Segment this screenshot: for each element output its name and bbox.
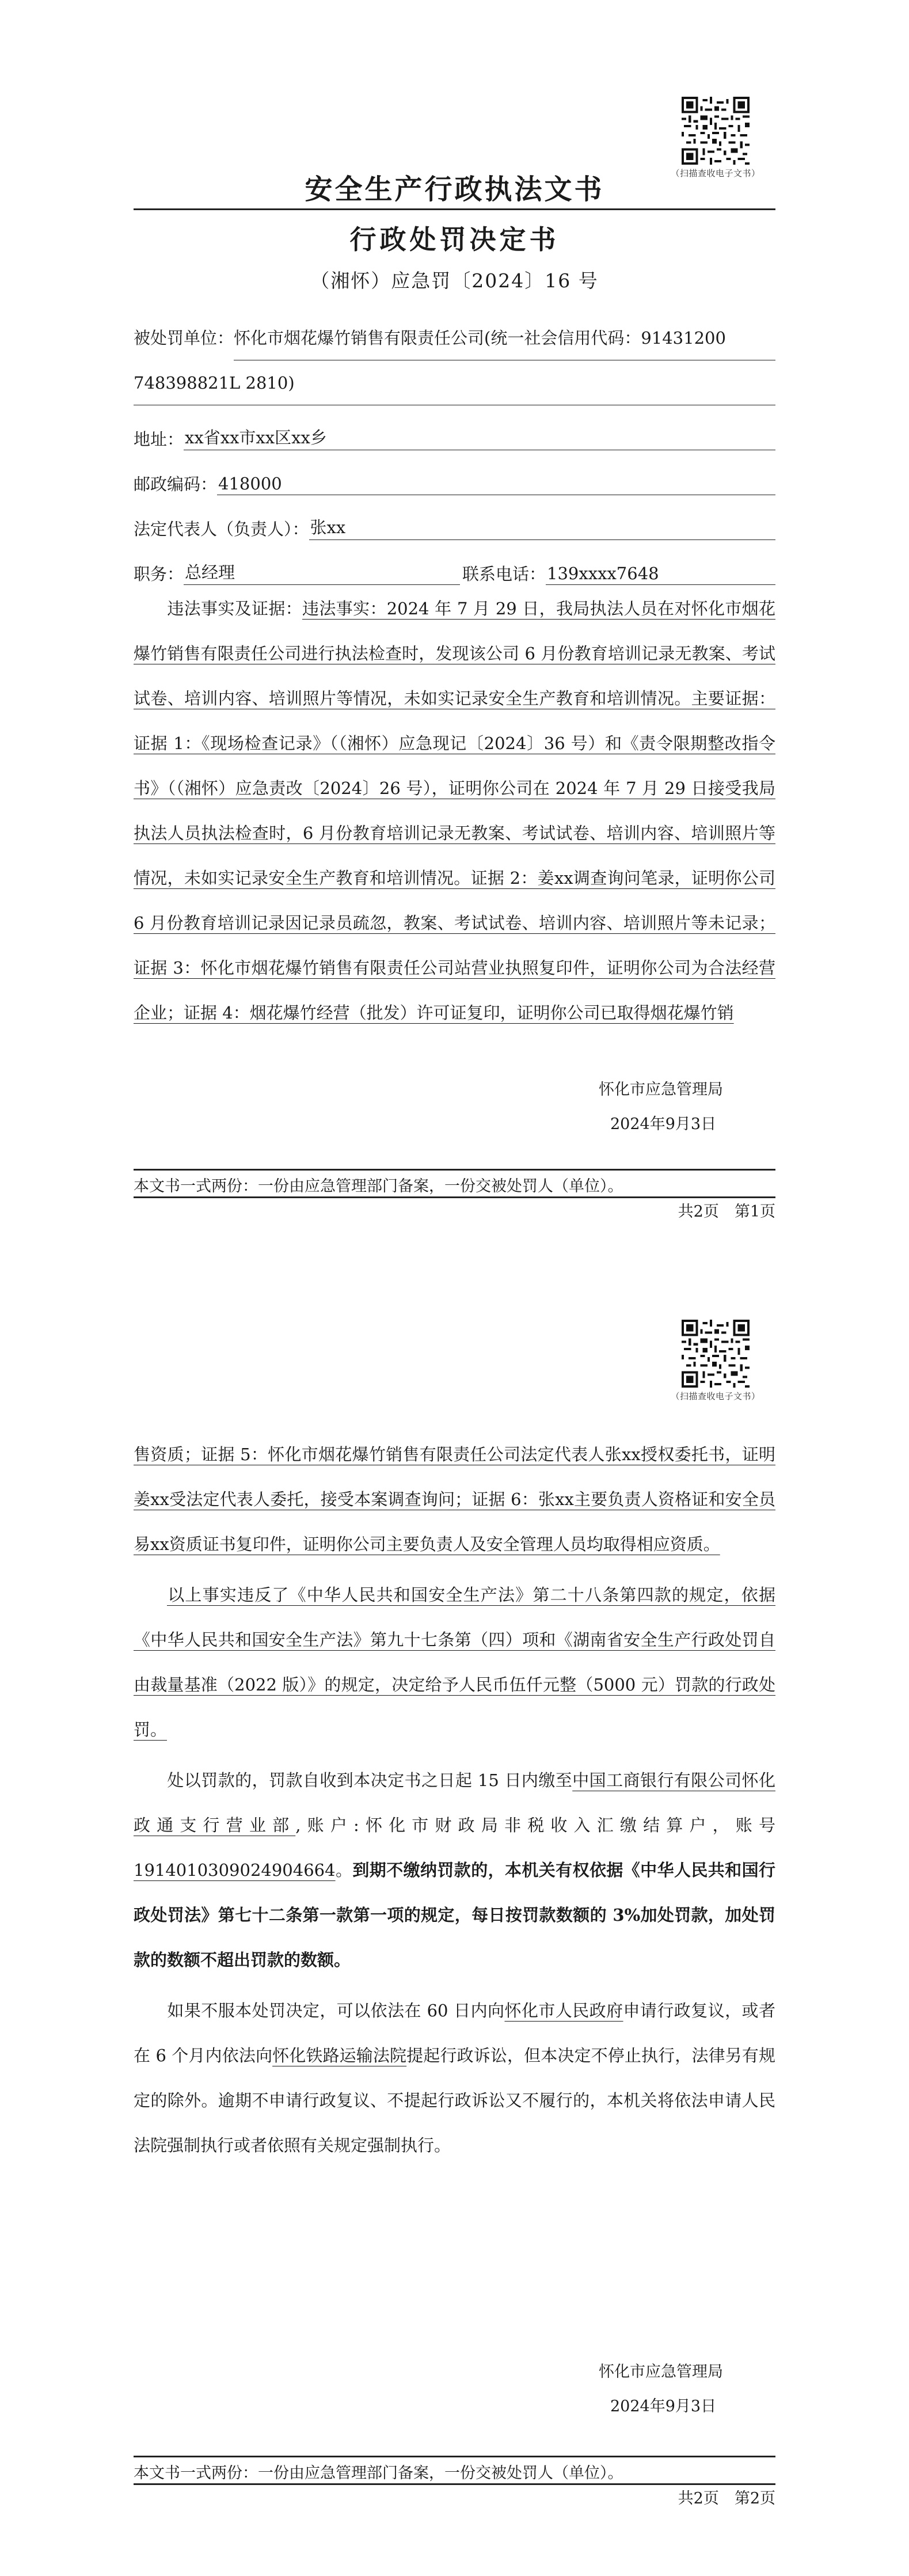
decision-text: 以上事实违反了《中华人民共和国安全生产法》第二十八条第四款的规定，依据《中华人民共和国安全生产法》第九十七条第（四）项和《湖南省安全生产行政处罚自由裁量基准（2022 版）》的规定，决定给予人民币伍仟元整（5000 元）罚款的行政处罚。 [134, 1585, 775, 1739]
page-number: 共2页 第1页 [678, 1203, 775, 1221]
payment-text-c: 。 [335, 1860, 353, 1880]
issue-date: 2024年9月3日 [610, 2398, 717, 2415]
payment-text-b: ,账户:怀化市财政局非税收入汇缴结算户，账号 [295, 1815, 775, 1835]
qr-block [661, 1320, 770, 1402]
late-payment-penalty: 到期不缴纳罚款的，本机关有权依据《中华人民共和国行政处罚法》第七十二条第一款第一项的规定，每日按罚款数额的 3%加处罚款，加处罚款的数额不超出罚款的数额。 [134, 1860, 775, 1970]
violation-facts-label: 违法事实及证据： [167, 599, 303, 618]
qr-code-icon[interactable] [682, 97, 750, 165]
footer-divider-top [134, 1169, 775, 1171]
penalized-unit-label: 被处罚单位： [134, 328, 234, 348]
legal-rep-value: 张xx [309, 515, 775, 540]
document-category-title: 安全生产行政执法文书 [305, 173, 604, 206]
signature-block-page-1 [599, 1077, 771, 1134]
penalized-unit-field [134, 316, 775, 405]
review-text-c: 提起行政诉讼，但本决定不停止执行，法律另有规定的除外。逾期不申请行政复议、不提起行政诉讼又不履行的，本机关将依法申请人民法院强制执行或者依照有关规定强制执行。 [134, 2046, 775, 2155]
decision-paragraph [134, 1572, 775, 1752]
footer-note: 本文书一式两份：一份由应急管理部门备案，一份交被处罚人（单位）。 [134, 2464, 623, 2482]
phone-value: 139xxxx7648 [546, 564, 775, 585]
penalized-unit-value-line2: 748398821L 2810) [134, 360, 775, 405]
review-paragraph [134, 1988, 775, 2168]
review-government: 怀化市人民政府 [504, 2001, 623, 2020]
page-number: 共2页 第2页 [678, 2490, 775, 2507]
position-phone-field [134, 540, 775, 585]
footer-divider-bottom [134, 1196, 775, 1198]
position-label: 职务： [134, 564, 184, 584]
address-field [134, 405, 775, 450]
qr-caption: （扫描查收电子文书） [671, 168, 760, 178]
address-value: xx省xx市xx区xx乡 [184, 425, 775, 450]
payment-text-a: 处以罚款的，罚款自收到本决定书之日起 15 日内缴至 [167, 1770, 573, 1790]
legal-rep-label: 法定代表人（负责人）： [134, 519, 309, 539]
issuing-authority: 怀化市应急管理局 [599, 1081, 723, 1099]
postcode-label: 邮政编码： [134, 474, 218, 494]
page-1-content [134, 316, 775, 1035]
footer-note: 本文书一式两份：一份由应急管理部门备案，一份交被处罚人（单位）。 [134, 1177, 623, 1195]
payment-account: 1914010309024904664 [134, 1860, 336, 1880]
qr-caption: （扫描查收电子文书） [671, 1391, 760, 1401]
issue-date: 2024年9月3日 [610, 1115, 717, 1133]
footer-divider-bottom [134, 2483, 775, 2485]
header-divider [134, 208, 775, 210]
payment-bank: 中国工商银行有限公司怀化政通支行营业部 [134, 1770, 775, 1835]
violation-facts-continued [134, 1432, 775, 1567]
violation-facts-continued-text: 售资质；证据 5：怀化市烟花爆竹销售有限责任公司法定代表人张xx授权委托书，证明姜xx受法定代表人委托，接受本案调查询问；证据 6：张xx主要负责人资格证和安全员易xx资质证书复印件，证明你公司主要负责人及安全管理人员均取得相应资质。 [134, 1445, 775, 1554]
document-title: 行政处罚决定书 [349, 224, 560, 255]
position-value: 总经理 [184, 560, 460, 585]
address-label: 地址： [134, 430, 184, 449]
review-court: 怀化铁路运输法院 [272, 2046, 407, 2065]
document-number: （湘怀）应急罚〔2024〕16 号 [310, 269, 599, 292]
qr-code-icon[interactable] [682, 1320, 750, 1388]
footer-divider-top [134, 2456, 775, 2457]
signature-block-page-2 [599, 2359, 771, 2416]
page-2 [0, 1288, 909, 2576]
postcode-field [134, 450, 775, 495]
issuing-authority: 怀化市应急管理局 [599, 2363, 723, 2381]
review-text-b: 申请行政复议，或者在 6 个月内依法向 [134, 2001, 775, 2065]
legal-rep-field [134, 495, 775, 540]
penalized-unit-value-line1: 怀化市烟花爆竹销售有限责任公司(统一社会信用代码：91431200 [234, 316, 775, 360]
page-2-content [134, 1432, 775, 2168]
payment-paragraph [134, 1758, 775, 1982]
violation-facts-text: 违法事实：2024 年 7 月 29 日，我局执法人员在对怀化市烟花爆竹销售有限责任公司进行执法检查时，发现该公司 6 月份教育培训记录无教案、考试试卷、培训内容、培训照片等情况，未如实记录安全生产教育和培训情况。主要证据：证据 1：《现场检查记录》（（湘怀）应急现记〔2024〕36 号）和《责令限期整改指令书》（（湘怀）应急责改〔2024〕26 号），证明你公司在 2024 年 7 月 29 日接受我局执法人员执法检查时，6 月份教育培训记录无教案、考试试卷、培训内容、培训照片等情况，未如实记录安全生产教育和培训情况。证据 2：姜xx调查询问笔录，证明你公司 6 月份教育培训记录因记录员疏忽，教案、考试试卷、培训内容、培训照片等未记录；证据 3：怀化市烟花爆竹销售有限责任公司站营业执照复印件，证明你公司为合法经营企业；证据 4：烟花爆竹经营（批发）许可证复印，证明你公司已取得烟花爆竹销 [134, 599, 775, 1023]
phone-label: 联系电话： [462, 564, 546, 584]
postcode-value: 418000 [217, 474, 775, 495]
review-text-a: 如果不服本处罚决定，可以依法在 60 日内向 [167, 2001, 505, 2020]
violation-facts-paragraph [134, 586, 775, 1035]
